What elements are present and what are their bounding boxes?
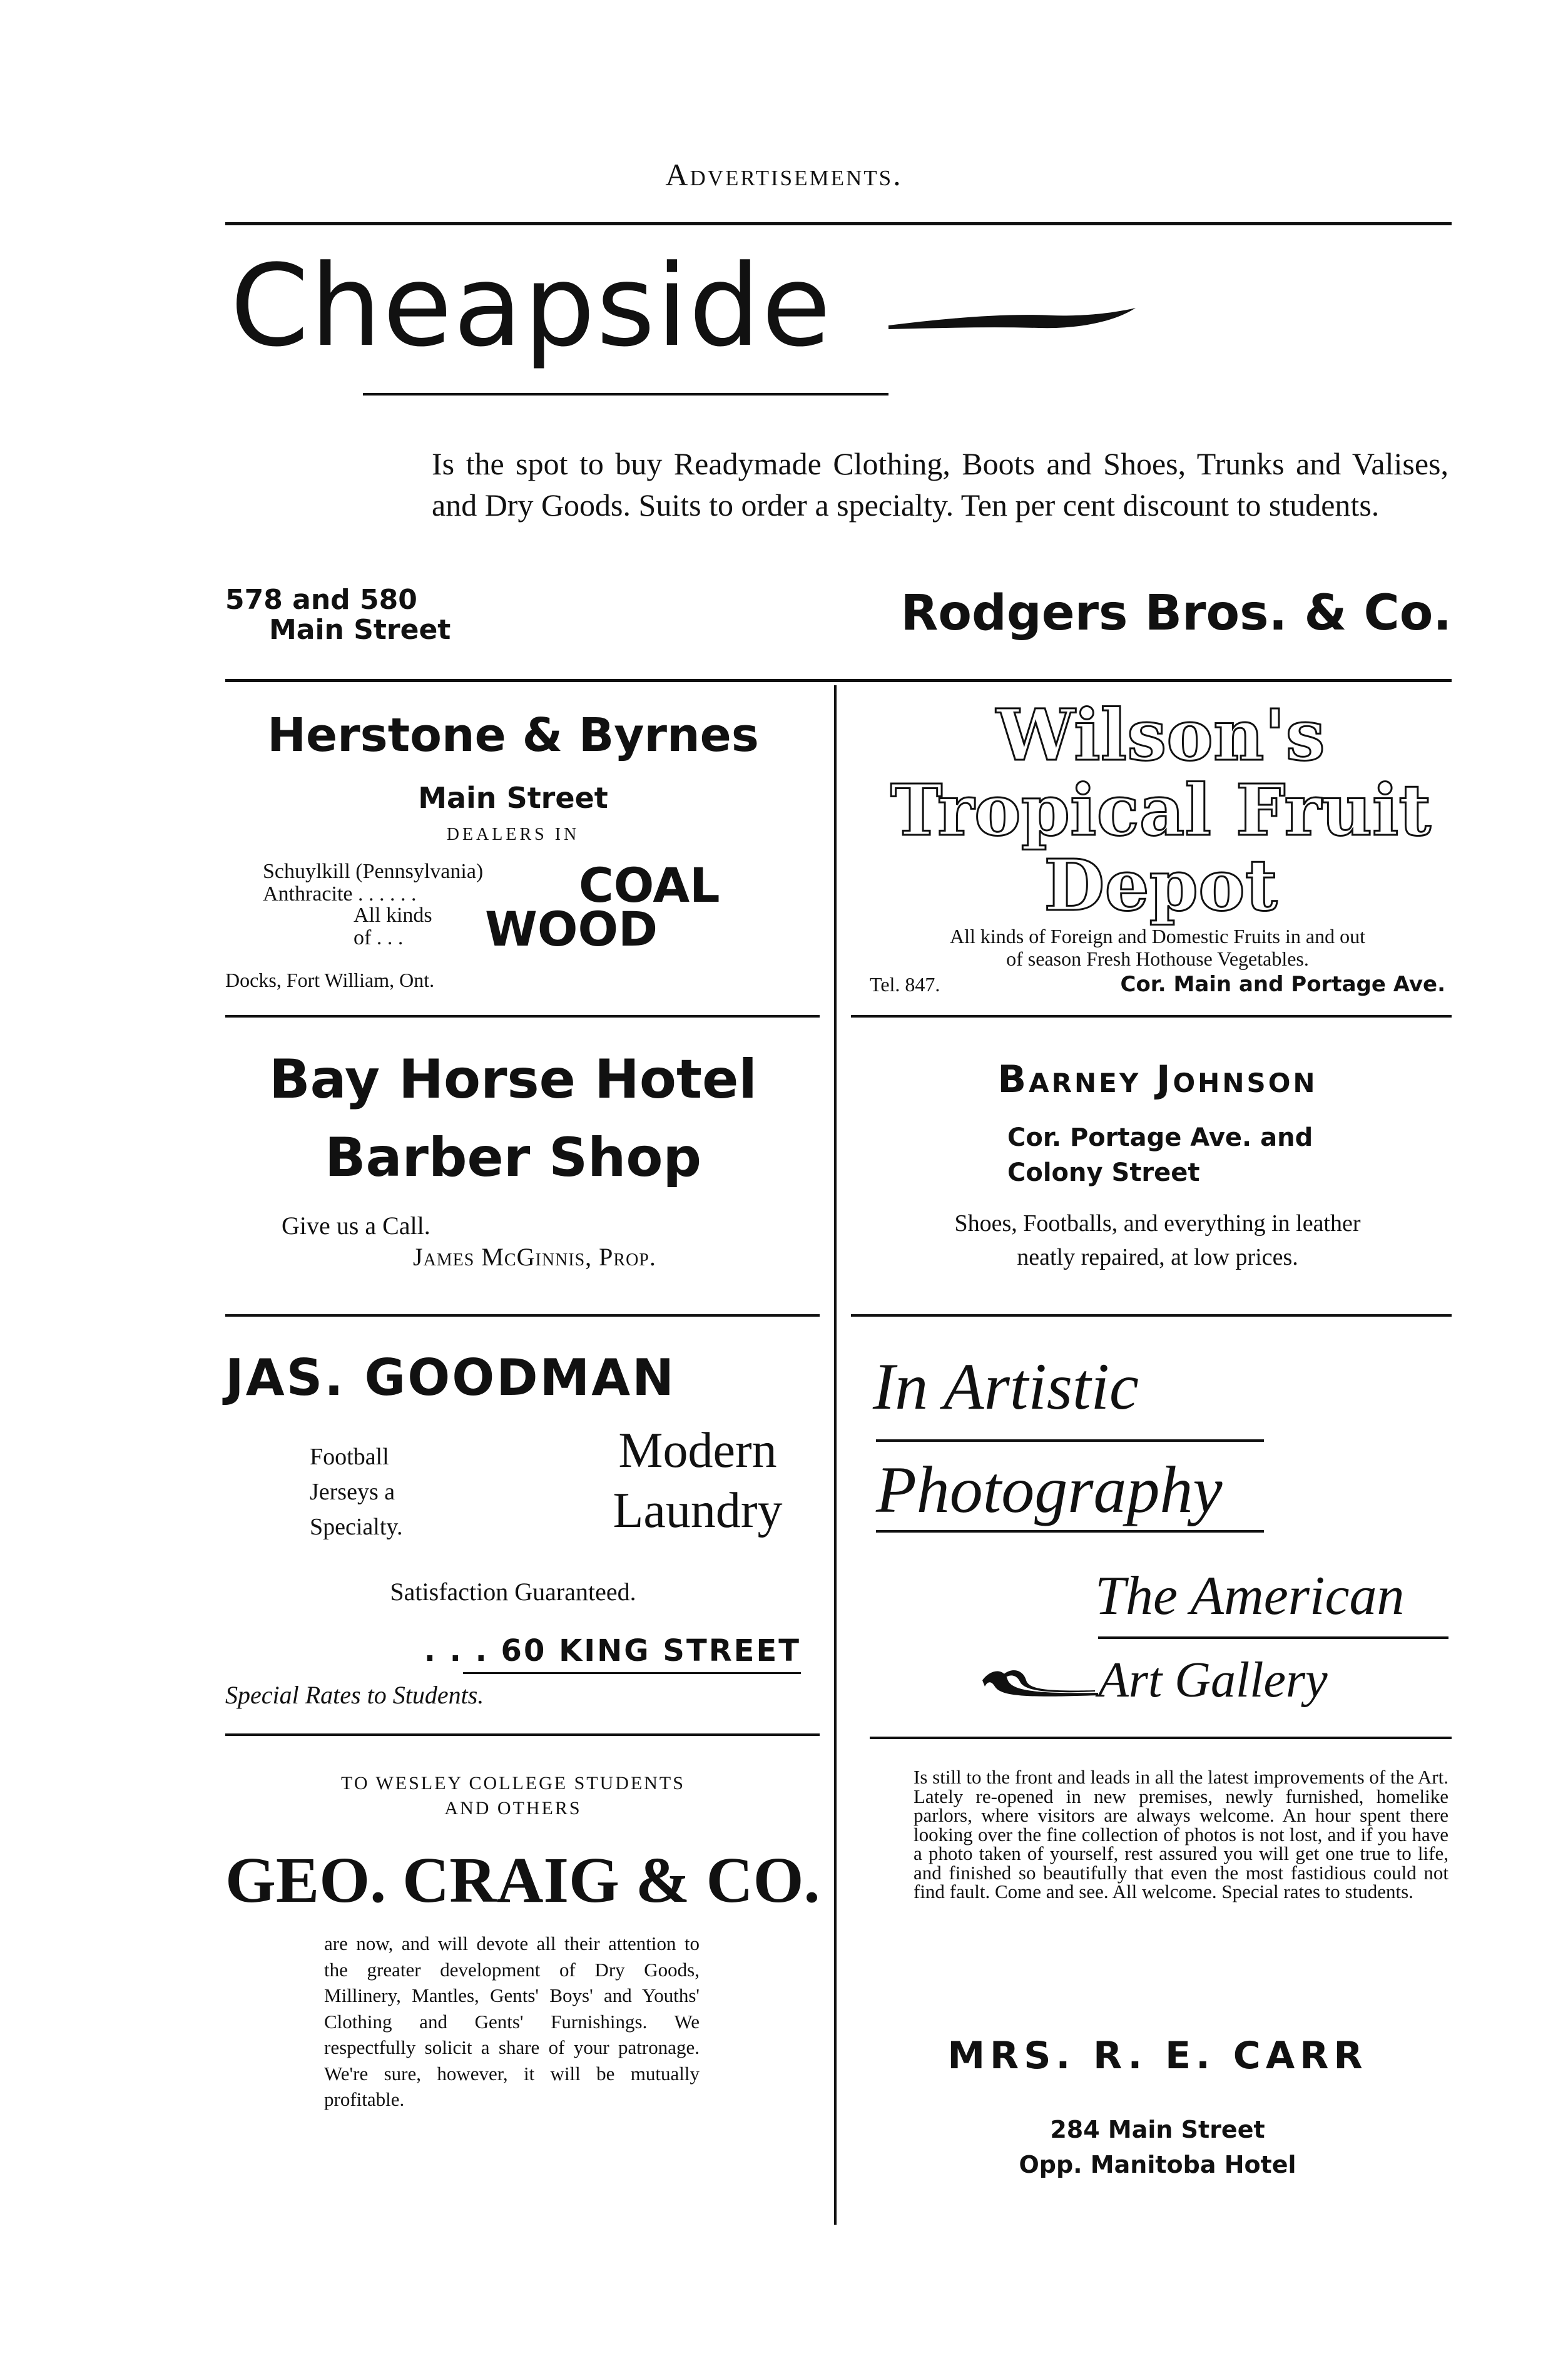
craig-intro-line1: TO WESLEY COLLEGE STUDENTS: [341, 1773, 685, 1794]
goodman-jersey-line1: Football: [310, 1444, 389, 1470]
photo-body: Is still to the front and leads in all the latest improvements of the Art. Lately re-opened in new premises, newly furnished, homelike parlors, where visitors are always welcome. An hour spent there looking over the fine collection of photos is not lost, and if you have a photo taken of yourself, rest assured you will get one true to life, and finished so beautifully that even the most fastidious could not find fault. Come and see. All welcome. Special rates to students.: [914, 1766, 1448, 1902]
cheapside-description: Is the spot to buy Readymade Clothing, Boots and Shoes, Trunks and Valises, and Dry Goods. Suits to order a specialty. Ten per cent discount to students.: [432, 446, 1448, 523]
barney-address: [1007, 1120, 1383, 1190]
photo-rule-3: [1098, 1636, 1448, 1639]
section-rule-right-2: [851, 1015, 1452, 1018]
herstone-wood-description: [354, 904, 479, 949]
bay-horse-call: Give us a Call.: [282, 1212, 430, 1240]
herstone-wood-desc-line1: All kinds: [354, 904, 432, 927]
photo-title-line4: Art Gallery: [1098, 1653, 1328, 1708]
goodman-jersey-specialty: [310, 1439, 497, 1544]
wilson-description-line2: of season Fresh Hothouse Vegetables.: [1006, 947, 1309, 970]
section-rule-left-4: [225, 1733, 820, 1736]
wilson-title-line3: Depot: [1044, 845, 1278, 927]
goodman-satisfaction: Satisfaction Guaranteed.: [390, 1578, 636, 1606]
herstone-docks: Docks, Fort William, Ont.: [225, 969, 435, 991]
goodman-laundry: [594, 1421, 801, 1541]
carr-address-line2: Opp. Manitoba Hotel: [1019, 2151, 1296, 2178]
wilson-title-line1: Wilson's: [996, 695, 1325, 777]
cheapside-address-line1: 578 and 580: [225, 584, 417, 616]
craig-title: GEO. CRAIG & CO.: [225, 1844, 820, 1916]
barney-description-line1: Shoes, Footballs, and everything in leather: [954, 1210, 1361, 1237]
swash-ornament-icon: [976, 1661, 1101, 1705]
photo-rule-1: [876, 1439, 1264, 1442]
wilson-telephone: Tel. 847.: [870, 973, 940, 996]
cheapside-address: [225, 585, 451, 645]
goodman-address-underline: [463, 1672, 801, 1674]
goodman-laundry-line1: Modern: [618, 1423, 777, 1478]
bay-horse-title: Bay Horse Hotel: [269, 1048, 757, 1111]
herstone-street: Main Street: [418, 781, 608, 815]
craig-body: are now, and will devote all their attention to the greater development of Dry Goods, Millinery, Mantles, Gents' Boys' and Youths' Clothing and Gents' Furnishings. We respectfully solicit a share of your patronage. We're sure, however, it will be mutually profitable.: [324, 1932, 700, 2110]
goodman-rates: Special Rates to Students.: [225, 1681, 484, 1709]
section-rule-left-2: [225, 1015, 820, 1018]
herstone-dealers-label: DEALERS IN: [446, 825, 580, 844]
photo-title-line3: The American: [1095, 1566, 1405, 1626]
pen-flourish-icon: [888, 294, 1139, 344]
herstone-coal-desc-line2: Anthracite . . . . . .: [263, 882, 417, 906]
goodman-jersey-line3: Specialty.: [310, 1514, 403, 1540]
wilson-title-line2: Tropical Fruit: [890, 770, 1432, 852]
goodman-address: . . . 60 KING STREET: [424, 1633, 801, 1668]
carr-title: MRS. R. E. CARR: [947, 2034, 1368, 2078]
wilson-description: [870, 925, 1445, 970]
herstone-wood: WOOD: [485, 901, 658, 957]
barney-description: [870, 1207, 1445, 1274]
photo-rule-2: [876, 1530, 1264, 1533]
herstone-wood-desc-line2: of . . .: [354, 926, 404, 949]
goodman-title: JAS. GOODMAN: [225, 1349, 676, 1407]
photo-title-line1: In Artistic: [873, 1350, 1139, 1423]
cheapside-address-line2: Main Street: [269, 614, 451, 646]
goodman-jersey-line2: Jerseys a: [310, 1479, 395, 1505]
photo-rule-4: [870, 1737, 1452, 1739]
section-rule-left-3: [225, 1314, 820, 1317]
top-rule: [225, 222, 1452, 225]
cheapside-title: Cheapside: [230, 241, 832, 372]
herstone-coal-description: [263, 860, 563, 906]
wilson-description-line1: All kinds of Foreign and Domestic Fruits in and out: [950, 925, 1365, 947]
craig-intro-line2: AND OTHERS: [444, 1798, 582, 1819]
barney-address-line1: Cor. Portage Ave. and: [1007, 1123, 1313, 1152]
craig-intro: [225, 1771, 801, 1821]
section-rule-1: [225, 679, 1452, 682]
section-rule-right-3: [851, 1314, 1452, 1317]
wilson-address: Cor. Main and Portage Ave.: [1120, 972, 1445, 997]
column-divider: [834, 685, 837, 2225]
bay-horse-subtitle: Barber Shop: [324, 1126, 702, 1189]
photo-title-line2: Photography: [876, 1453, 1223, 1526]
barney-address-line2: Colony Street: [1007, 1158, 1200, 1187]
cheapside-underline: [363, 393, 888, 396]
bay-horse-proprietor: James McGinnis, Prop.: [413, 1243, 656, 1271]
carr-address-line1: 284 Main Street: [1050, 2116, 1265, 2143]
barney-title: Barney Johnson: [997, 1058, 1318, 1101]
herstone-coal-desc-line1: Schuylkill (Pennsylvania): [263, 860, 484, 883]
running-head: Advertisements.: [665, 157, 903, 192]
herstone-title: Herstone & Byrnes: [267, 708, 759, 762]
carr-address: [870, 2112, 1445, 2182]
cheapside-firm-name: Rodgers Bros. & Co.: [900, 585, 1452, 641]
herstone-coal: COAL: [579, 857, 720, 913]
barney-description-line2: neatly repaired, at low prices.: [1017, 1244, 1298, 1270]
goodman-laundry-line2: Laundry: [613, 1483, 783, 1538]
